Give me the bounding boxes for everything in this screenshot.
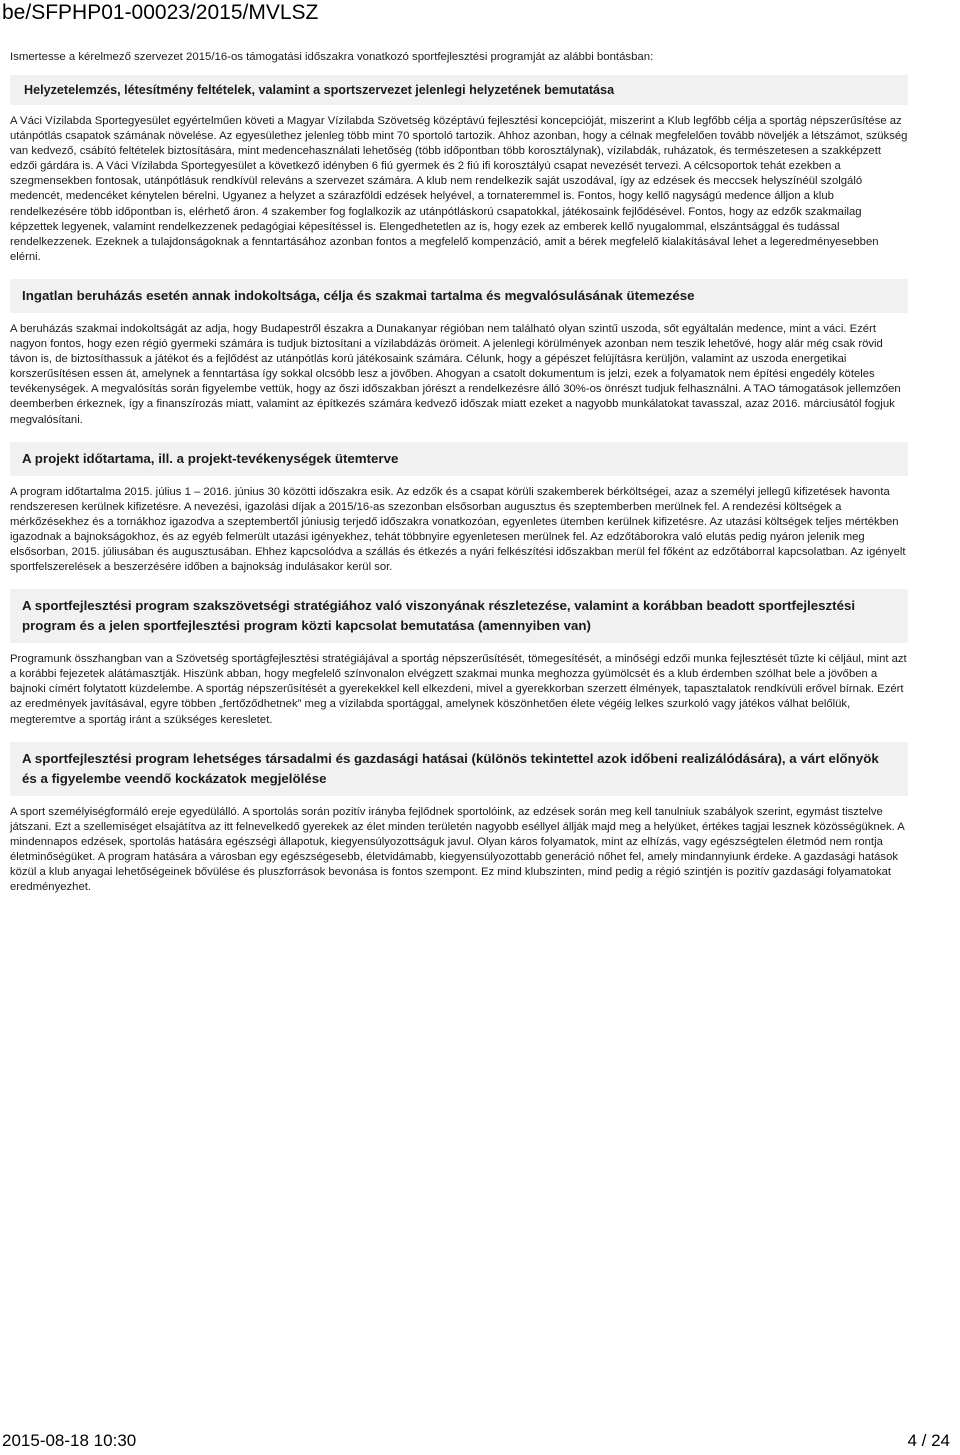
document-body bbox=[10, 50, 908, 909]
section-body-investment: A beruházás szakmai indokoltságát az adja, hogy Budapestről északra a Dunakanyar régióban nem található olyan szintű uszoda, sőt egyáltalán medence, mint a váci. Ezért nagyon fontos, hogy ezen régió gyermeki számára is tudjuk biztosítani a vízilabdázás örömeit. A jelenlegi körülmények azonban nem teszik lehetővé, hogy alár még csak rövid távon is, de biztosíthassuk a játékot és a fejlődést az utánpótlás korú játékosaink számára. Célunk, hogy a gépészet felújításra kerüljön, valamint az uszoda energetikai korszerűsítésen essen át, amelynek a fenntartása így sokkal olcsóbb lesz a jövőben. Ahogyan a csatolt dokumentum is jelzi, ezek a folyamatok nem építési engedély köteles tevékenységek. A megvalósítás során figyelembe vettük, hogy az őszi időszakban jórészt a rendelkezésre álló 30%-os önrészt tudjuk felhasználni. A TAO támogatások jellemzően deemberben érkeznek, így a finanszírozás miatt, valamint az építkezés számára kedvező időszak miatt ezeket a nagyobb munkálatokat tavasszal, azaz 2016. márciusától fogjuk megvalósítani. bbox=[10, 322, 901, 426]
page-number: 4 / 24 bbox=[907, 1431, 950, 1450]
section-heading-schedule: A projekt időtartama, ill. a projekt-tevékenységek ütemterve bbox=[10, 442, 908, 476]
footer-date: 2015-08-18 10:30 bbox=[2, 1431, 137, 1450]
document-id: be/SFPHP01-00023/2015/MVLSZ bbox=[2, 1, 319, 24]
section-heading-impacts: A sportfejlesztési program lehetséges társadalmi és gazdasági hatásai (különös tekintettel azok időbeni realizálódására), a várt előnyök és a figyelembe veendő kockázatok megjelölése bbox=[10, 742, 908, 796]
section-body-impacts: A sport személyiségformáló ereje egyedülálló. A sportolás során pozitív irányba fejlődnek sportolóink, az edzések során meg kell tanulniuk szabályok szerint, egymást tisztelve játszani. Ezt a szellemiséget elsajátítva az itt felnevelkedő gyerekek az élet minden területén nagyobb eséllyel állják majd meg a helyüket, értékes tagjai lesznek közösségüknek. A mindennapos edzések, sportolás hatására egészségi állapotuk, kiegyensúlyozottságuk javul. Olyan káros folyamatok, mint az elhízás, vagy egészségtelen életmód nem rontja életminőségüket. A program hatására a városban egy egészségesebb, életvidámabb, kiegyensúlyozottabb generáció nőhet fel, amely mindannyiunk érdeke. A gazdasági hatások közül a klub anyagai lehetőségeinek bővülése és pluszforrások bevonása is fontos szempont. Ez mind klubszinten, mind pedig a régió szintjén is pozitív gazdasági folyamatokat eredményezhet. bbox=[10, 805, 905, 894]
section-body-situation: A Váci Vízilabda Sportegyesület egyértelműen követi a Magyar Vízilabda Szövetség középtávú fejlesztési koncepcióját, miszerint a Klub legfőbb célja a sportág népszerűsítése az utánpótlás csapatok számának növelése. Az egyesülethez jelenleg több mint 70 sportoló tartozik. Ahhoz azonban, hogy a célnak megfelelően tovább növeljék a létszámot, szükség van kedvező, csábító feltételek biztosítására, mint medencehasználati lehetőség (több időpontban több korosztálynak), vízilabdák, ruházatok, és természetesen a szakképzett edzői gárdára is. A Váci Vízilabda Sportegyesület a következő idényben 6 fiú gyermek és 2 fiú ifi korosztályú csapat nevezését tervezi. A célcsoportok tehát ezekben a szegmensekben fontosak, utánpótlásuk rendkívül releváns a szervezet számára. A klub nem rendelkezik saját uszodával, így az edzések és meccsek helyszínéül szolgáló medencét, medencéket kénytelen bérelni. Ugyanez a helyzet a szárazföldi edzések helyével, a tornateremmel is. Fontos, hogy kellő nagyságú medence álljon a klub rendelkezésére több időpontban is, elérhető áron. 4 szakember fog foglalkozik az utánpótláskorú csapatokkal, játékosaink fejlődésével. Fontos, hogy az edzők szakmailag képzettek legyenek, valamint rendelkezzenek pedagógiai képesítéssel is. Elengedhetetlen az is, hogy ezek az emberek kellő nyugalommal, elszántsággal és tudással rendelkezzenek. Ezeknek a tulajdonságoknak a fenntartásához azonban fontos a megfelelő kompenzáció, amit a bérek megfelelő kialakításával lehet a legeredményesebben elérni. bbox=[10, 115, 908, 263]
section-body-schedule: A program időtartalma 2015. július 1 – 2016. június 30 közötti időszakra esik. Az edzők és a csapat körüli szakemberek bérköltségei, azaz a személyi jellegű kifizetések havonta rendszeresen kerülnek kifizetésre. A nevezési, igazolási díjak a 2015/16-as szezonban elsősorban augusztus és szeptemberben merülnek fel. A rendezési költségek a mérkőzésekhez és a tornákhoz igazodva a szeptembertől júniusig terjedő időszakra vonatkozóan, egyenletes ütemben kerülnek kifizetésre. Az utazási költségek teljes mértékben igazodnak a bajnokságokhoz, és az egyéb felmerült utazási igényekhez, tehát többnyire egyenletesen merülnek fel. Az edzőtáborokra való elutás pedig nyáron jelenik meg elsősorban, 2015. júliusában és augusztusában. Ehhez kapcsolódva a szállás és étkezés a nyári felkészítési időszakban merül fel főként az edzőtáborral kapcsolatban. Az igényelt sportfelszerelések a beszerzésére időben a bajnokság indulásakor kerül sor. bbox=[10, 485, 906, 574]
section-heading-strategy: A sportfejlesztési program szakszövetségi stratégiához való viszonyának részletezése, valamint a korábban beadott sportfejlesztési program és a jelen sportfejlesztési program közti kapcsolat bemutatása (amennyiben van) bbox=[10, 589, 908, 643]
section-body-strategy: Programunk összhangban van a Szövetség sportágfejlesztési stratégiájával a sportág népszerűsítését, tömegesítését, a minőségi edzői munka fejlesztését tűzte ki céljául, mint azt a korábbi fejezetek alátámasztják. Hiszünk abban, hogy megfelelő színvonalon elvégzett szakmai munka meghozza gyümölcsét és a klub érdemben szólhat bele a jövőben a bajnoki címért folytatott küzdelembe. A sportág népszerűsítését a gyerekekkel kell elkezdeni, mivel a gyerekkorban szerzett élmények, tapasztalatok rendkívüli erővel bírnak. Ezért az eredmények javításával, egyre többen „fertőződhetnek” meg a vízilabda sportággal, amelynek köszönhetően élete végéig lelkes szurkoló vagy játékos válhat belőlük, megteremtve a sportág iránt a szükséges keresletet. bbox=[10, 653, 907, 726]
section-heading-investment: Ingatlan beruházás esetén annak indokoltsága, célja és szakmai tartalma és megvalósulásának ütemezése bbox=[10, 279, 908, 313]
intro-text: Ismertesse a kérelmező szervezet 2015/16-os támogatási időszakra vonatkozó sportfejlesztési programját az alábbi bontásban: bbox=[10, 51, 654, 63]
section-heading-situation: Helyzetelemzés, létesítmény feltételek, valamint a sportszervezet jelenlegi helyzetének bemutatása bbox=[10, 75, 908, 105]
